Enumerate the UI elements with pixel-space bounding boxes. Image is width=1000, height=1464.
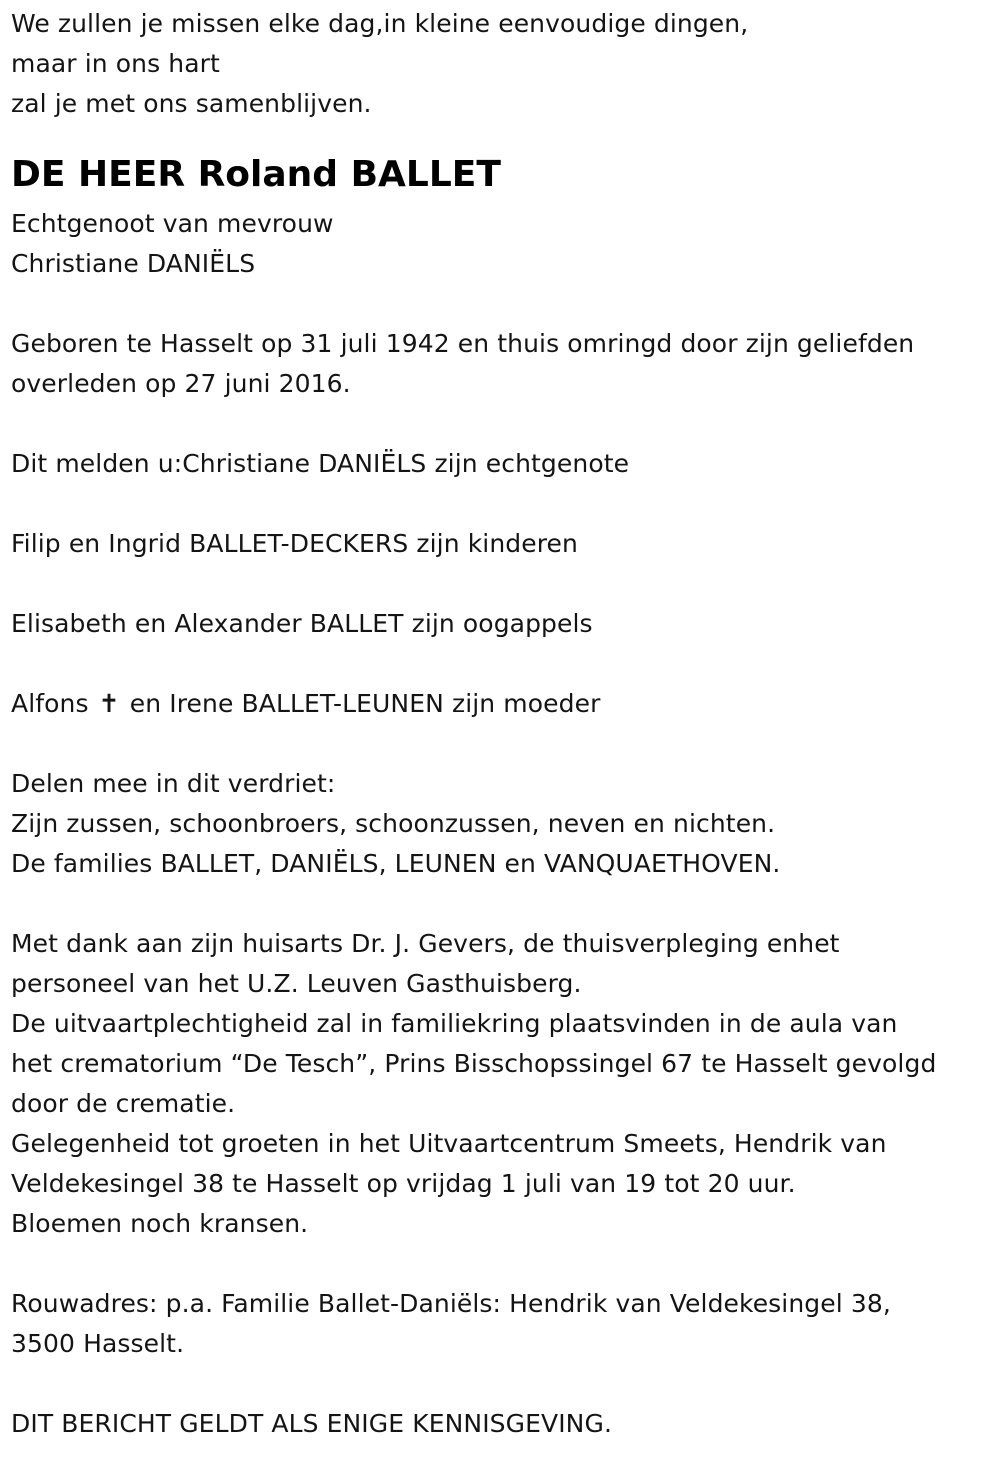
ceremony-line-1: Met dank aan zijn huisarts Dr. J. Gevers, de thuisverpleging enhet — [11, 929, 840, 958]
birth-line-1: Geboren te Hasselt op 31 juli 1942 en thuis omringd door zijn geliefden — [11, 329, 915, 358]
spouse-block — [11, 204, 991, 284]
parent-mother-name: en Irene BALLET-LEUNEN zijn moeder — [129, 689, 601, 718]
ceremony-line-4: het crematorium “De Tesch”, Prins Bisschopssingel 67 te Hasselt gevolgd — [11, 1049, 937, 1078]
grief-block — [11, 764, 991, 884]
ceremony-line-2: personeel van het U.Z. Leuven Gasthuisberg. — [11, 969, 582, 998]
ceremony-line-6: Gelegenheid tot groeten in het Uitvaartcentrum Smeets, Hendrik van — [11, 1129, 887, 1158]
ceremony-line-3: De uitvaartplechtigheid zal in familiekring plaatsvinden in de aula van — [11, 1009, 898, 1038]
poem — [11, 4, 991, 124]
address-line-2: 3500 Hasselt. — [11, 1329, 185, 1358]
spouse-line-1: Echtgenoot van mevrouw — [11, 209, 334, 238]
official-notice: DIT BERICHT GELDT ALS ENIGE KENNISGEVING. — [11, 1409, 612, 1438]
announcer-children: Filip en Ingrid BALLET-DECKERS zijn kinderen — [11, 529, 578, 558]
grief-line-2: Zijn zussen, schoonbroers, schoonzussen, neven en nichten. — [11, 809, 776, 838]
birth-death-block — [11, 324, 991, 404]
ceremony-block — [11, 924, 991, 1244]
announcer-parents — [11, 684, 991, 724]
obituary-notice — [11, 4, 991, 1444]
grief-line-1: Delen mee in dit verdriet: — [11, 769, 336, 798]
ceremony-line-7: Veldekesingel 38 te Hasselt op vrijdag 1 juli van 19 tot 20 uur. — [11, 1169, 796, 1198]
ceremony-line-5: door de crematie. — [11, 1089, 236, 1118]
poem-line-2: maar in ons hart — [11, 49, 220, 78]
announcer-spouse: Dit melden u:Christiane DANIËLS zijn echtgenote — [11, 449, 630, 478]
grief-line-3: De families BALLET, DANIËLS, LEUNEN en VANQUAETHOVEN. — [11, 849, 781, 878]
announcer-grandchildren: Elisabeth en Alexander BALLET zijn oogappels — [11, 609, 593, 638]
cross-icon: ✝ — [98, 689, 120, 718]
address-block — [11, 1284, 991, 1364]
ceremony-line-8: Bloemen noch kransen. — [11, 1209, 309, 1238]
deceased-name-title: DE HEER Roland BALLET — [11, 154, 501, 195]
parent-father-name: Alfons — [11, 689, 89, 718]
address-line-1: Rouwadres: p.a. Familie Ballet-Daniëls: Hendrik van Veldekesingel 38, — [11, 1289, 891, 1318]
spouse-line-2: Christiane DANIËLS — [11, 249, 256, 278]
poem-line-3: zal je met ons samenblijven. — [11, 89, 372, 118]
poem-line-1: We zullen je missen elke dag,in kleine eenvoudige dingen, — [11, 9, 749, 38]
birth-line-2: overleden op 27 juni 2016. — [11, 369, 351, 398]
